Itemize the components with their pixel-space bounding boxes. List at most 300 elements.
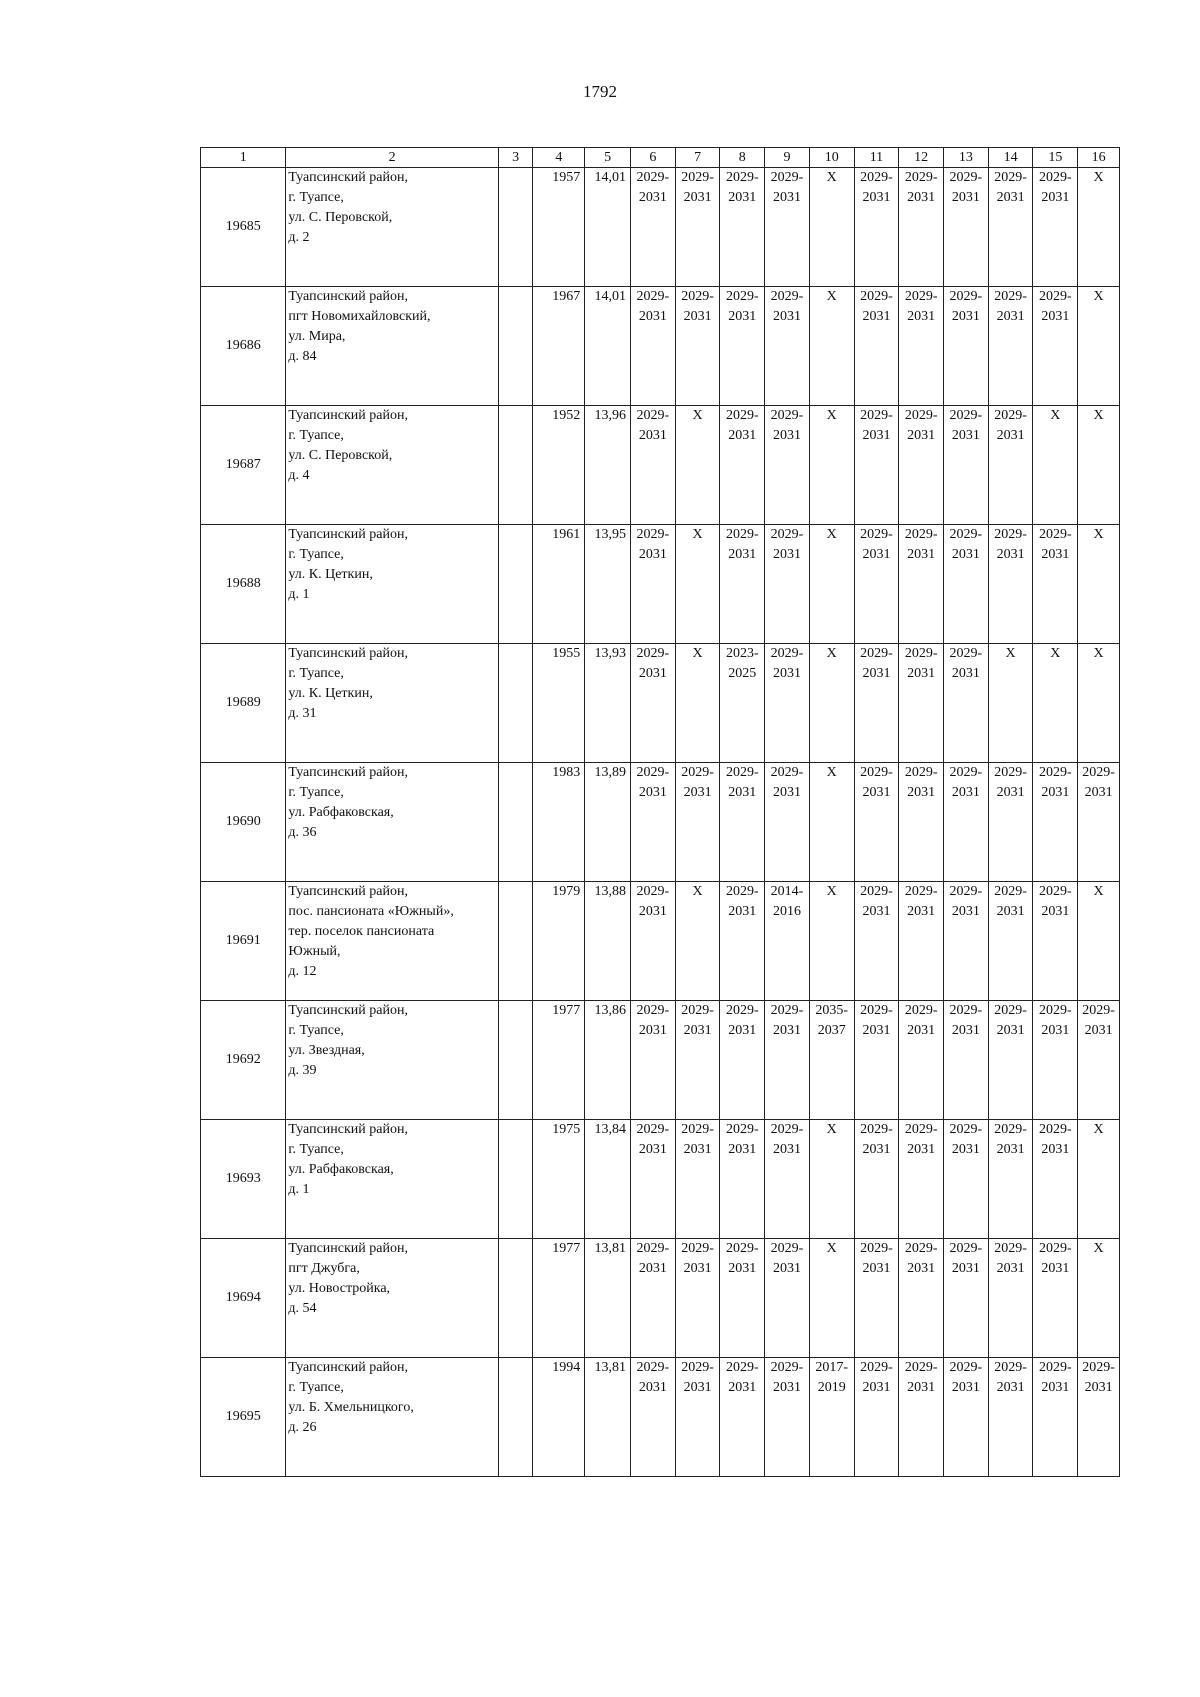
period-text: X <box>826 408 837 423</box>
period-text: 2029- 2031 <box>1082 1003 1115 1038</box>
period-cell <box>854 763 899 882</box>
empty-cell <box>498 1239 533 1358</box>
column-number-cell: 2 <box>286 148 498 168</box>
period-text: X <box>692 527 703 542</box>
period-cell <box>765 1120 810 1239</box>
period-text: 2029- 2031 <box>904 289 938 324</box>
period-cell <box>720 882 765 1001</box>
period-cell <box>675 644 720 763</box>
period-text: 2017- 2019 <box>815 1360 849 1395</box>
period-cell <box>988 1239 1033 1358</box>
address-line: д. 2 <box>288 230 310 245</box>
record-number: 19689 <box>201 644 286 763</box>
period-text: 2029- 2031 <box>636 884 670 919</box>
value-cell: 13,95 <box>585 525 631 644</box>
period-cell <box>899 1358 944 1477</box>
period-text: 2029- 2031 <box>860 170 893 205</box>
period-text: 2029- 2031 <box>860 1122 893 1157</box>
table-row <box>201 1120 1120 1239</box>
period-cell <box>944 406 989 525</box>
column-number-cell: 14 <box>988 148 1033 168</box>
period-cell <box>944 763 989 882</box>
period-text: 2029- 2031 <box>636 646 670 681</box>
year-cell: 1952 <box>533 406 585 525</box>
record-number: 19693 <box>201 1120 286 1239</box>
period-cell <box>630 644 675 763</box>
empty-cell <box>498 406 533 525</box>
period-cell <box>1033 1358 1078 1477</box>
period-text: 2029- 2031 <box>770 646 804 681</box>
period-text: X <box>1093 170 1104 185</box>
period-text: 2023- 2025 <box>725 646 759 681</box>
period-cell <box>1078 1001 1120 1120</box>
period-cell <box>720 1358 765 1477</box>
period-cell <box>899 1001 944 1120</box>
address-line: г. Туапсе, <box>288 1380 344 1395</box>
period-cell <box>1078 644 1120 763</box>
period-cell <box>720 1120 765 1239</box>
address-line: ул. С. Перовской, <box>288 448 393 463</box>
period-text: 2029- 2031 <box>860 765 893 800</box>
address-line: г. Туапсе, <box>288 1023 344 1038</box>
period-text: X <box>1093 646 1104 661</box>
period-cell <box>854 882 899 1001</box>
period-cell <box>630 1239 675 1358</box>
period-text: X <box>1005 646 1016 661</box>
table-row <box>201 1001 1120 1120</box>
period-cell <box>1078 1120 1120 1239</box>
period-cell <box>944 1001 989 1120</box>
address-cell <box>286 287 498 406</box>
value-cell: 14,01 <box>585 287 631 406</box>
period-text: 2029- 2031 <box>681 1360 714 1395</box>
period-text: 2029- 2031 <box>681 1122 714 1157</box>
value-cell: 13,86 <box>585 1001 631 1120</box>
period-cell <box>720 168 765 287</box>
column-number-cell: 4 <box>533 148 585 168</box>
address-line: ул. С. Перовской, <box>288 210 393 225</box>
period-text: X <box>1093 1122 1104 1137</box>
period-text: 2029- 2031 <box>770 765 804 800</box>
value-cell: 13,81 <box>585 1239 631 1358</box>
period-text: 2029- 2031 <box>860 527 893 562</box>
column-number-cell: 15 <box>1033 148 1078 168</box>
address-line: г. Туапсе, <box>288 1142 344 1157</box>
period-cell <box>1033 525 1078 644</box>
period-text: 2029- 2031 <box>949 170 983 205</box>
period-text: X <box>1050 408 1061 423</box>
address-line: ул. Рабфаковская, <box>288 1162 394 1177</box>
address-line: Туапсинский район, <box>288 408 408 423</box>
period-text: X <box>826 646 837 661</box>
period-text: 2029- 2031 <box>994 1003 1027 1038</box>
address-line: пгт Джубга, <box>288 1261 360 1276</box>
period-text: 2029- 2031 <box>770 1241 804 1276</box>
address-line: Туапсинский район, <box>288 289 408 304</box>
address-line: д. 26 <box>288 1420 317 1435</box>
empty-cell <box>498 1001 533 1120</box>
period-text: 2029- 2031 <box>681 765 714 800</box>
address-line: Туапсинский район, <box>288 1360 408 1375</box>
empty-cell <box>498 1358 533 1477</box>
period-text: X <box>826 1241 837 1256</box>
value-cell: 13,89 <box>585 763 631 882</box>
period-text: 2029- 2031 <box>636 765 670 800</box>
empty-cell <box>498 1120 533 1239</box>
period-text: 2029- 2031 <box>725 1241 759 1276</box>
period-cell <box>630 406 675 525</box>
year-cell: 1955 <box>533 644 585 763</box>
period-cell <box>630 525 675 644</box>
period-text: 2029- 2031 <box>770 408 804 443</box>
address-line: д. 4 <box>288 468 310 483</box>
period-text: X <box>1093 289 1104 304</box>
period-text: 2029- 2031 <box>636 408 670 443</box>
address-cell <box>286 525 498 644</box>
period-text: 2029- 2031 <box>1038 884 1072 919</box>
period-text: 2029- 2031 <box>949 765 983 800</box>
period-text: 2029- 2031 <box>994 289 1027 324</box>
period-text: 2029- 2031 <box>725 289 759 324</box>
period-cell <box>809 525 854 644</box>
address-line: г. Туапсе, <box>288 190 344 205</box>
period-text: 2029- 2031 <box>1082 765 1115 800</box>
year-cell: 1979 <box>533 882 585 1001</box>
period-text: 2029- 2031 <box>949 1241 983 1276</box>
period-cell <box>675 406 720 525</box>
table-row <box>201 168 1120 287</box>
period-cell <box>988 882 1033 1001</box>
period-cell <box>765 763 810 882</box>
period-text: 2029- 2031 <box>994 408 1027 443</box>
period-text: 2029- 2031 <box>681 170 714 205</box>
period-cell <box>854 168 899 287</box>
period-cell <box>720 406 765 525</box>
column-number-cell: 1 <box>201 148 286 168</box>
address-line: ул. К. Цеткин, <box>288 567 373 582</box>
empty-cell <box>498 882 533 1001</box>
address-cell <box>286 644 498 763</box>
period-text: 2029- 2031 <box>949 646 983 681</box>
period-text: 2029- 2031 <box>994 527 1027 562</box>
period-text: X <box>826 765 837 780</box>
period-text: 2029- 2031 <box>860 289 893 324</box>
column-number-cell: 16 <box>1078 148 1120 168</box>
period-cell <box>809 406 854 525</box>
period-text: 2029- 2031 <box>860 1360 893 1395</box>
period-cell <box>630 1358 675 1477</box>
period-cell <box>988 168 1033 287</box>
address-line: Туапсинский район, <box>288 527 408 542</box>
address-cell <box>286 1358 498 1477</box>
period-cell <box>854 644 899 763</box>
period-cell <box>944 882 989 1001</box>
period-text: X <box>692 646 703 661</box>
address-line: ул. Звездная, <box>288 1043 365 1058</box>
period-cell <box>899 763 944 882</box>
address-line: г. Туапсе, <box>288 785 344 800</box>
year-cell: 1957 <box>533 168 585 287</box>
year-cell: 1994 <box>533 1358 585 1477</box>
address-cell <box>286 882 498 1001</box>
address-line: ул. Новостройка, <box>288 1281 391 1296</box>
period-cell <box>1078 882 1120 1001</box>
period-text: 2029- 2031 <box>994 1122 1027 1157</box>
address-cell <box>286 1239 498 1358</box>
address-line: д. 31 <box>288 706 317 721</box>
record-number: 19692 <box>201 1001 286 1120</box>
column-number-cell: 12 <box>899 148 944 168</box>
period-cell <box>675 287 720 406</box>
period-cell <box>988 525 1033 644</box>
period-cell <box>988 763 1033 882</box>
period-text: 2014- 2016 <box>770 884 804 919</box>
period-cell <box>720 525 765 644</box>
value-cell: 13,96 <box>585 406 631 525</box>
period-cell <box>1033 1120 1078 1239</box>
address-line: ул. Б. Хмельницкого, <box>288 1400 414 1415</box>
period-cell <box>809 168 854 287</box>
period-cell <box>988 1120 1033 1239</box>
column-number-cell: 10 <box>809 148 854 168</box>
period-text: 2029- 2031 <box>860 408 893 443</box>
column-number-cell: 3 <box>498 148 533 168</box>
period-text: 2029- 2031 <box>770 1003 804 1038</box>
column-number-cell: 6 <box>630 148 675 168</box>
period-cell <box>854 1001 899 1120</box>
period-text: 2029- 2031 <box>994 1241 1027 1276</box>
period-text: 2029- 2031 <box>636 1122 670 1157</box>
column-number-cell: 7 <box>675 148 720 168</box>
period-cell <box>1078 1239 1120 1358</box>
period-text: X <box>826 527 837 542</box>
column-number-row <box>201 148 1120 168</box>
period-text: 2029- 2031 <box>949 289 983 324</box>
period-text: 2029- 2031 <box>949 527 983 562</box>
period-text: 2029- 2031 <box>636 1241 670 1276</box>
record-number: 19694 <box>201 1239 286 1358</box>
column-number-cell: 9 <box>765 148 810 168</box>
period-cell <box>809 1358 854 1477</box>
period-cell <box>1078 525 1120 644</box>
table-row <box>201 644 1120 763</box>
period-text: 2029- 2031 <box>770 289 804 324</box>
period-text: 2029- 2031 <box>725 408 759 443</box>
period-text: 2029- 2031 <box>1038 289 1072 324</box>
period-text: 2029- 2031 <box>904 170 938 205</box>
address-cell <box>286 1001 498 1120</box>
period-cell <box>630 1001 675 1120</box>
period-cell <box>809 1239 854 1358</box>
address-line: д. 39 <box>288 1063 317 1078</box>
period-text: 2029- 2031 <box>725 884 759 919</box>
period-text: 2029- 2031 <box>994 765 1027 800</box>
period-cell <box>809 644 854 763</box>
period-text: X <box>692 884 703 899</box>
period-cell <box>630 168 675 287</box>
period-text: 2029- 2031 <box>770 1360 804 1395</box>
address-cell <box>286 1120 498 1239</box>
period-text: 2029- 2031 <box>949 1003 983 1038</box>
period-text: 2029- 2031 <box>904 1122 938 1157</box>
period-cell <box>675 763 720 882</box>
period-cell <box>944 168 989 287</box>
empty-cell <box>498 763 533 882</box>
period-text: 2029- 2031 <box>725 765 759 800</box>
period-cell <box>1033 1001 1078 1120</box>
period-cell <box>899 168 944 287</box>
period-cell <box>809 882 854 1001</box>
table-row <box>201 406 1120 525</box>
address-line: Туапсинский район, <box>288 765 408 780</box>
period-cell <box>675 1239 720 1358</box>
period-cell <box>720 1001 765 1120</box>
table-row <box>201 1239 1120 1358</box>
address-line: ул. Мира, <box>288 329 346 344</box>
address-line: Туапсинский район, <box>288 646 408 661</box>
period-cell <box>675 1120 720 1239</box>
period-cell <box>899 644 944 763</box>
period-text: 2029- 2031 <box>904 765 938 800</box>
period-text: X <box>826 170 837 185</box>
period-cell <box>899 525 944 644</box>
period-text: 2029- 2031 <box>949 884 983 919</box>
period-cell <box>854 1239 899 1358</box>
period-cell <box>720 644 765 763</box>
period-cell <box>809 1120 854 1239</box>
period-cell <box>765 525 810 644</box>
table-row <box>201 525 1120 644</box>
period-text: 2029- 2031 <box>860 1003 893 1038</box>
period-cell <box>809 287 854 406</box>
period-cell <box>765 1001 810 1120</box>
period-text: 2029- 2031 <box>1038 1122 1072 1157</box>
period-text: 2029- 2031 <box>725 1360 759 1395</box>
record-number: 19687 <box>201 406 286 525</box>
period-cell <box>1078 763 1120 882</box>
record-number: 19695 <box>201 1358 286 1477</box>
period-cell <box>765 168 810 287</box>
table-row <box>201 763 1120 882</box>
address-line: Туапсинский район, <box>288 1122 408 1137</box>
period-cell <box>765 1358 810 1477</box>
period-cell <box>854 287 899 406</box>
period-text: 2029- 2031 <box>860 1241 893 1276</box>
period-cell <box>675 525 720 644</box>
value-cell: 13,93 <box>585 644 631 763</box>
column-number-cell: 13 <box>944 148 989 168</box>
column-number-cell: 8 <box>720 148 765 168</box>
period-text: X <box>826 289 837 304</box>
address-line: д. 1 <box>288 587 310 602</box>
period-cell <box>988 1001 1033 1120</box>
address-line: г. Туапсе, <box>288 547 344 562</box>
address-line: Туапсинский район, <box>288 884 408 899</box>
period-cell <box>944 1120 989 1239</box>
record-number: 19685 <box>201 168 286 287</box>
period-text: 2029- 2031 <box>994 884 1027 919</box>
record-number: 19690 <box>201 763 286 882</box>
period-cell <box>675 1001 720 1120</box>
period-cell <box>1033 168 1078 287</box>
address-line: ул. Рабфаковская, <box>288 805 394 820</box>
period-text: 2029- 2031 <box>770 527 804 562</box>
period-cell <box>675 168 720 287</box>
period-text: 2029- 2031 <box>770 170 804 205</box>
empty-cell <box>498 287 533 406</box>
period-cell <box>899 1120 944 1239</box>
address-line: г. Туапсе, <box>288 428 344 443</box>
value-cell: 13,88 <box>585 882 631 1001</box>
address-line: Туапсинский район, <box>288 170 408 185</box>
year-cell: 1983 <box>533 763 585 882</box>
period-cell <box>765 644 810 763</box>
period-text: X <box>1093 408 1104 423</box>
period-text: X <box>1093 1241 1104 1256</box>
period-cell <box>1078 406 1120 525</box>
address-line: пгт Новомихайловский, <box>288 309 431 324</box>
period-text: 2029- 2031 <box>860 646 893 681</box>
address-line: пос. пансионата «Южный», <box>288 904 454 919</box>
period-cell <box>854 406 899 525</box>
period-text: 2029- 2031 <box>1038 1241 1072 1276</box>
period-text: 2029- 2031 <box>681 1003 714 1038</box>
year-cell: 1977 <box>533 1239 585 1358</box>
table-row <box>201 287 1120 406</box>
period-cell <box>1078 168 1120 287</box>
period-text: 2029- 2031 <box>636 289 670 324</box>
period-cell <box>899 406 944 525</box>
period-cell <box>944 644 989 763</box>
period-text: 2029- 2031 <box>636 1003 670 1038</box>
period-cell <box>988 1358 1033 1477</box>
period-cell <box>720 287 765 406</box>
period-text: 2029- 2031 <box>949 1122 983 1157</box>
column-number-cell: 11 <box>854 148 899 168</box>
year-cell: 1967 <box>533 287 585 406</box>
page-number: 1792 <box>583 82 617 101</box>
period-text: 2029- 2031 <box>994 1360 1027 1395</box>
period-text: 2029- 2031 <box>904 884 938 919</box>
period-text: 2029- 2031 <box>725 170 759 205</box>
period-cell <box>675 1358 720 1477</box>
period-cell <box>988 287 1033 406</box>
period-cell <box>854 1358 899 1477</box>
period-cell <box>854 1120 899 1239</box>
period-text: 2029- 2031 <box>681 1241 714 1276</box>
period-cell <box>1033 287 1078 406</box>
period-cell <box>630 763 675 882</box>
period-text: 2029- 2031 <box>1038 527 1072 562</box>
column-number-cell: 5 <box>585 148 631 168</box>
year-cell: 1975 <box>533 1120 585 1239</box>
period-cell <box>944 287 989 406</box>
period-cell <box>988 406 1033 525</box>
value-cell: 13,84 <box>585 1120 631 1239</box>
period-text: X <box>1093 527 1104 542</box>
period-text: X <box>692 408 703 423</box>
record-number: 19691 <box>201 882 286 1001</box>
period-text: 2029- 2031 <box>904 1360 938 1395</box>
empty-cell <box>498 644 533 763</box>
period-text: 2029- 2031 <box>1038 1003 1072 1038</box>
table-row <box>201 882 1120 1001</box>
period-text: 2029- 2031 <box>949 408 983 443</box>
period-cell <box>630 882 675 1001</box>
period-cell <box>720 763 765 882</box>
period-cell <box>1033 406 1078 525</box>
housing-register-table <box>200 147 1120 1477</box>
